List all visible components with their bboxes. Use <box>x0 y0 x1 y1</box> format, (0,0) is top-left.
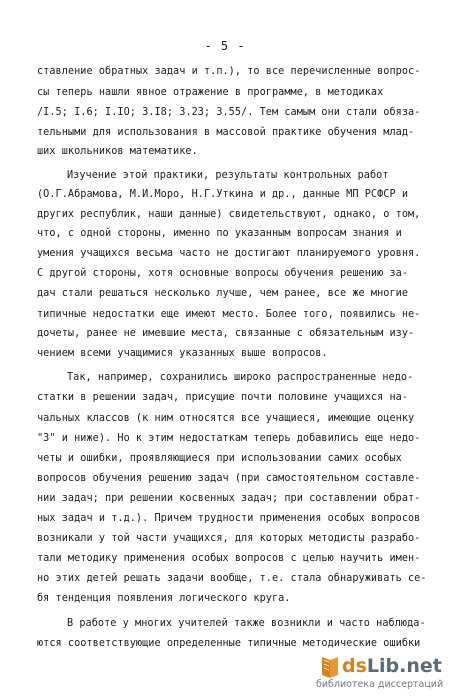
watermark-subtitle: библиотека диссертаций <box>316 679 444 690</box>
text-line: тельными для использования в массовой практике обучения млад- <box>37 127 415 138</box>
text-line: умения учащихся весьма часто не достигают планируемого уровня. <box>37 248 421 259</box>
text-line: С другой стороны, хотя основные вопросы обучения решению за- <box>37 268 409 279</box>
text-line: других республик, наши данные) свидетельствуют, однако, о том, <box>37 209 421 220</box>
text-line: ются соответствующие определенные типичные методические ошибки <box>37 638 421 649</box>
text-line: ставление обратных задач и т.п.), то все перечисленные вопрос- <box>37 66 421 77</box>
text-line: что, с одной стороны, именно по указанным вопросам знания и <box>37 228 402 239</box>
text-line: но этих детей решать задачи вообще, т.е. стала обнаруживать се- <box>37 573 427 584</box>
watermark-brand <box>342 655 442 677</box>
text-line: "3" и ниже). Но к этим недостаткам теперь добавились еще недо- <box>37 433 421 444</box>
text-line: ших школьников математике. <box>37 146 198 157</box>
text-line: ных задач и т.д.). Причем трудности применения особых вопросов <box>37 513 421 524</box>
text-line: (О.Г.Абрамова, М.И.Моро, Н.Г.Уткина и др., данные МП РСФСР и <box>37 189 409 200</box>
text-line: сы теперь нашли явное отражение в программе, в методиках <box>37 87 384 98</box>
brand-lib: Lib <box>366 655 400 677</box>
text-line: вопросов обучения решению задач (при самостоятельном составле- <box>37 473 421 484</box>
watermark <box>292 654 442 694</box>
text-line: В работе у многих учителей также возникли и часто наблюда- <box>67 618 426 629</box>
text-line: типичные недостатки еще имеют место. Более того, появились не- <box>37 309 421 320</box>
text-line: четы и ошибки, проявляющиеся при использовании самих особых <box>37 453 402 464</box>
text-line: возникали у той части учащихся, для которых методисты разрабо- <box>37 533 421 544</box>
text-line: бя тенденция появления логического круга. <box>37 593 291 604</box>
text-line: Так, например, сохранились широко распространенные недо- <box>67 372 414 383</box>
text-line: чением всеми учащимися указанных выше вопросов. <box>37 348 328 359</box>
brand-net: .net <box>399 655 442 677</box>
text-line: /I.5; I.6; I.IO; 3.I8; 3.23; 3.55/. Тем самым они стали обяза- <box>37 107 421 118</box>
text-line: нии задач; при решении косвенных задач; при составлении обрат- <box>37 493 421 504</box>
text-line: тали методику применения особых вопросов с целью научить имен- <box>37 553 421 564</box>
text-line: дочеты, ранее не имевшие места, связанные с обязательным изу- <box>37 328 415 339</box>
brand-ds: ds <box>342 655 367 677</box>
page-number: - 5 - <box>204 39 246 53</box>
book-logo-icon <box>320 654 340 680</box>
text-line: статки в решении задач, присущие почти половине учащихся на- <box>37 392 409 403</box>
text-line: чальных классов (к ним относятся все учащиеся, имеющие оценку <box>37 413 415 424</box>
text-line: Изучение этой практики, результаты контрольных работ <box>67 170 389 181</box>
text-line: дач стали решаться несколько лучше, чем ранее, все же многие <box>37 288 409 299</box>
